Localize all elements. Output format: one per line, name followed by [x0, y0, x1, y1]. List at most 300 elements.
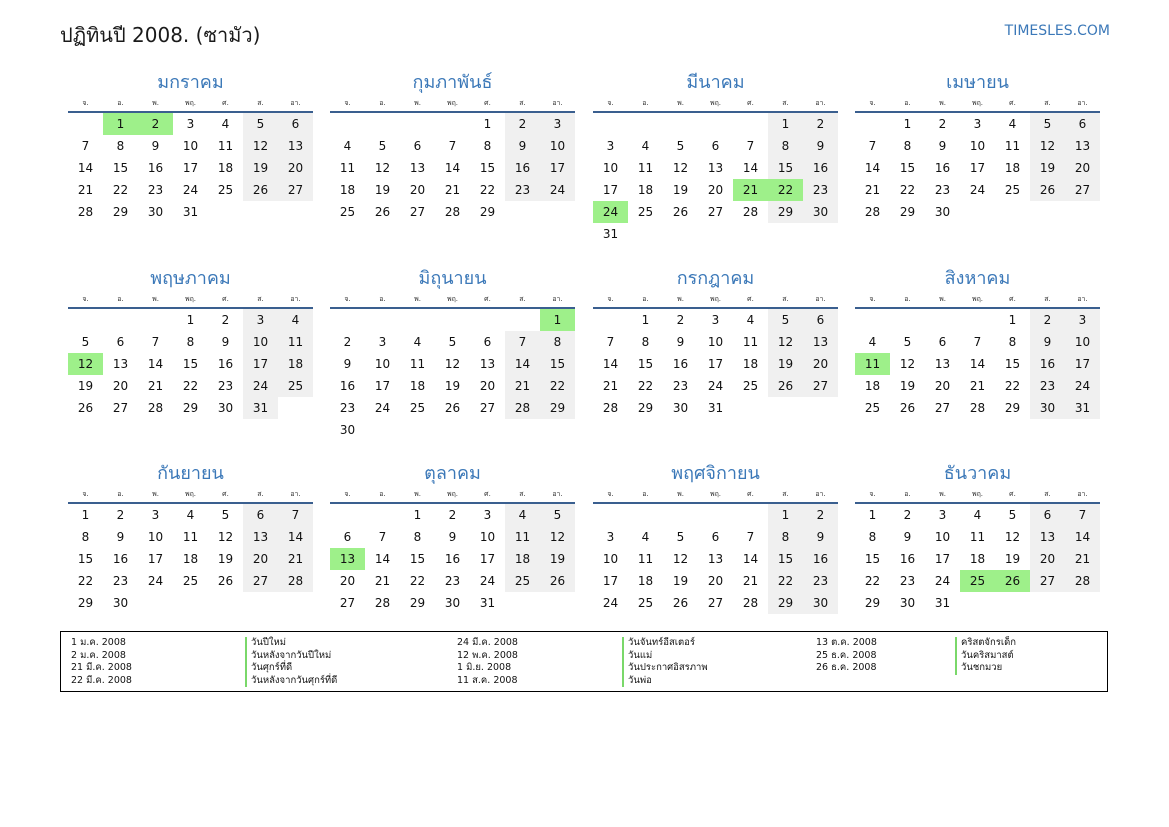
day-cell: 11: [217, 139, 234, 153]
day-cell: 8: [768, 135, 803, 157]
weekday-header: [855, 96, 1100, 113]
day-cell: 5: [81, 335, 90, 349]
month-block: [68, 266, 313, 419]
empty-cell: [733, 504, 768, 526]
empty-cell: [768, 223, 803, 245]
day-cell: 5: [903, 335, 912, 349]
day-cell: 13: [707, 552, 724, 566]
empty-cell: [505, 419, 540, 441]
day-cell: 10: [934, 530, 951, 544]
empty-cell: [995, 592, 1030, 614]
day-cell: 6: [711, 139, 720, 153]
day-cell: 23: [217, 379, 234, 393]
day-cell: 20: [707, 574, 724, 588]
day-cell: 29: [112, 205, 129, 219]
weekday-label: อา.: [815, 295, 826, 303]
day-cell: 26: [540, 570, 575, 592]
day-cell: 15: [1004, 357, 1021, 371]
day-cell: 19: [540, 548, 575, 570]
holiday-date: 2 ม.ค. 2008: [71, 649, 126, 661]
empty-cell: [733, 397, 768, 419]
day-cell: 12: [1004, 530, 1021, 544]
day-cell: 13: [112, 357, 129, 371]
day-cell: 29: [479, 205, 496, 219]
weekday-label: จ.: [82, 99, 89, 107]
day-cell: 2: [505, 113, 540, 135]
day-cell: 24: [1065, 375, 1100, 397]
day-cell: 29: [409, 596, 426, 610]
day-cell: 3: [378, 335, 387, 349]
empty-cell: [505, 309, 540, 331]
weekday-header: [855, 487, 1100, 504]
day-cell: 11: [278, 331, 313, 353]
day-cell: 28: [1065, 570, 1100, 592]
day-cell: 30: [672, 401, 689, 415]
day-cell: 12: [768, 331, 803, 353]
day-cell: 20: [243, 548, 278, 570]
day-cell: 4: [641, 139, 650, 153]
weekday-label: พฤ.: [446, 490, 459, 498]
weekday-label: อา.: [290, 99, 301, 107]
day-cell: 15: [182, 357, 199, 371]
day-cell: 6: [1030, 504, 1065, 526]
weekday-label: พ.: [152, 490, 159, 498]
month-name: ธันวาคม: [943, 463, 1012, 484]
day-cell: 27: [1065, 179, 1100, 201]
day-cell: 10: [602, 161, 619, 175]
day-cell: 26: [899, 401, 916, 415]
holiday-name-column: [955, 637, 1016, 675]
day-cell: 12: [672, 552, 689, 566]
day-cell: 9: [803, 526, 838, 548]
empty-cell: [505, 201, 540, 223]
weekday-label: อ.: [904, 99, 911, 107]
day-cell: 28: [969, 401, 986, 415]
day-cell: 13: [278, 135, 313, 157]
day-cell: 20: [479, 379, 496, 393]
day-cell: 20: [112, 379, 129, 393]
month-name: พฤศจิกายน: [671, 463, 760, 484]
day-cell: 2: [803, 504, 838, 526]
day-cell: 29: [1004, 401, 1021, 415]
empty-cell: [733, 113, 768, 135]
day-cell: 29: [768, 592, 803, 614]
day-cell: 25: [339, 205, 356, 219]
day-cell: 10: [374, 357, 391, 371]
empty-cell: [470, 419, 505, 441]
page-title: ปฏิทินปี 2008. (ซามัว): [60, 23, 261, 47]
day-cell: 27: [278, 179, 313, 201]
holiday-day-cell: 13: [330, 548, 365, 570]
holiday-date: 25 ธ.ค. 2008: [816, 649, 877, 661]
weekday-label: อ.: [904, 295, 911, 303]
day-cell: 25: [637, 205, 654, 219]
weekday-label: ศ.: [484, 295, 491, 303]
day-cell: 11: [339, 161, 356, 175]
day-cell: 25: [182, 574, 199, 588]
day-cell: 11: [637, 552, 654, 566]
empty-cell: [1065, 592, 1100, 614]
weekday-label: ศ.: [484, 99, 491, 107]
weekday-label: จ.: [82, 490, 89, 498]
day-cell: 25: [864, 401, 881, 415]
day-cell: 26: [768, 375, 803, 397]
empty-cell: [330, 113, 365, 135]
empty-cell: [1030, 592, 1065, 614]
weekday-label: ศ.: [747, 99, 754, 107]
day-cell: 18: [1004, 161, 1021, 175]
day-cell: 10: [243, 331, 278, 353]
weekday-label: พ.: [152, 99, 159, 107]
weekday-label: พ.: [414, 490, 421, 498]
day-cell: 17: [540, 157, 575, 179]
day-cell: 3: [1065, 309, 1100, 331]
day-cell: 30: [339, 423, 356, 437]
day-cell: 25: [409, 401, 426, 415]
weekday-label: จ.: [869, 99, 876, 107]
empty-cell: [243, 592, 278, 614]
empty-cell: [138, 309, 173, 331]
day-cell: 19: [217, 552, 234, 566]
day-cell: 30: [803, 592, 838, 614]
day-cell: 25: [742, 379, 759, 393]
day-cell: 21: [444, 183, 461, 197]
day-cell: 8: [483, 139, 492, 153]
day-cell: 30: [444, 596, 461, 610]
day-cell: 6: [1065, 113, 1100, 135]
day-cell: 22: [409, 574, 426, 588]
day-cell: 31: [479, 596, 496, 610]
day-cell: 18: [864, 379, 881, 393]
month-name: สิงหาคม: [944, 268, 1011, 289]
day-cell: 16: [672, 357, 689, 371]
holiday-date-column: [71, 637, 132, 687]
day-cell: 21: [77, 183, 94, 197]
day-cell: 8: [1008, 335, 1017, 349]
month-block: [855, 461, 1100, 614]
empty-cell: [365, 504, 400, 526]
month-block: [330, 461, 575, 614]
day-cell: 24: [707, 379, 724, 393]
day-cell: 10: [969, 139, 986, 153]
day-cell: 26: [672, 205, 689, 219]
day-cell: 26: [374, 205, 391, 219]
day-cell: 18: [505, 548, 540, 570]
day-cell: 7: [448, 139, 457, 153]
empty-cell: [733, 223, 768, 245]
empty-cell: [698, 504, 733, 526]
weekday-label: ส.: [519, 490, 526, 498]
empty-cell: [855, 309, 890, 331]
day-cell: 1: [413, 508, 422, 522]
weekday-label: พ.: [677, 490, 684, 498]
empty-cell: [208, 592, 243, 614]
day-cell: 10: [479, 530, 496, 544]
day-cell: 18: [637, 183, 654, 197]
month-block: [593, 70, 838, 245]
day-cell: 24: [540, 179, 575, 201]
day-cell: 30: [112, 596, 129, 610]
empty-cell: [803, 397, 838, 419]
day-cell: 16: [217, 357, 234, 371]
weekday-label: พ.: [939, 490, 946, 498]
empty-cell: [960, 592, 995, 614]
day-cell: 2: [803, 113, 838, 135]
site-link[interactable]: TIMESLES.COM: [1004, 23, 1110, 39]
weekday-label: อ.: [117, 295, 124, 303]
day-cell: 5: [676, 139, 685, 153]
holiday-name: วันหลังจากวันศุกร์ที่ดี: [245, 675, 337, 688]
day-cell: 16: [899, 552, 916, 566]
day-cell: 17: [147, 552, 164, 566]
day-cell: 27: [1030, 570, 1065, 592]
day-cell: 5: [221, 508, 230, 522]
empty-cell: [593, 504, 628, 526]
weekday-label: ศ.: [747, 490, 754, 498]
weekday-header: [330, 292, 575, 309]
weekday-label: อ.: [117, 99, 124, 107]
weekday-label: พฤ.: [184, 490, 197, 498]
day-cell: 19: [672, 183, 689, 197]
empty-cell: [365, 419, 400, 441]
day-cell: 1: [768, 113, 803, 135]
day-cell: 24: [374, 401, 391, 415]
day-cell: 23: [339, 401, 356, 415]
day-cell: 12: [672, 161, 689, 175]
day-cell: 4: [868, 335, 877, 349]
weekday-header: [68, 292, 313, 309]
weekday-label: อ.: [642, 490, 649, 498]
day-cell: 5: [1030, 113, 1065, 135]
weekday-header: [68, 96, 313, 113]
day-cell: 1: [1008, 313, 1017, 327]
day-cell: 2: [938, 117, 947, 131]
weekday-label: พฤ.: [709, 99, 722, 107]
day-cell: 20: [278, 157, 313, 179]
day-cell: 27: [707, 205, 724, 219]
holiday-day-cell: 25: [960, 570, 995, 592]
holiday-name: วันพ่อ: [622, 675, 708, 688]
weekday-label: พ.: [939, 99, 946, 107]
day-cell: 12: [444, 357, 461, 371]
day-cell: 9: [938, 139, 947, 153]
weekday-label: พ.: [414, 295, 421, 303]
day-cell: 31: [182, 205, 199, 219]
empty-cell: [593, 309, 628, 331]
weekday-label: จ.: [869, 295, 876, 303]
holiday-name: วันแม่: [622, 650, 708, 663]
empty-cell: [540, 201, 575, 223]
weekday-label: ส.: [1044, 99, 1051, 107]
weekday-header: [593, 292, 838, 309]
day-grid: [593, 309, 838, 419]
day-cell: 18: [742, 357, 759, 371]
empty-cell: [208, 201, 243, 223]
day-cell: 7: [606, 335, 615, 349]
holiday-date-column: [457, 637, 518, 687]
day-cell: 26: [444, 401, 461, 415]
day-cell: 2: [903, 508, 912, 522]
day-cell: 17: [602, 183, 619, 197]
day-cell: 25: [637, 596, 654, 610]
day-cell: 13: [479, 357, 496, 371]
holiday-day-cell: 21: [733, 179, 768, 201]
day-cell: 9: [1030, 331, 1065, 353]
day-cell: 1: [641, 313, 650, 327]
weekday-label: จ.: [82, 295, 89, 303]
day-cell: 6: [343, 530, 352, 544]
weekday-label: จ.: [607, 295, 614, 303]
day-cell: 17: [479, 552, 496, 566]
month-name: มกราคม: [157, 72, 224, 93]
day-cell: 4: [186, 508, 195, 522]
weekday-label: พ.: [414, 99, 421, 107]
day-cell: 22: [768, 570, 803, 592]
month-name: กันยายน: [157, 463, 224, 484]
empty-cell: [995, 201, 1030, 223]
day-cell: 6: [483, 335, 492, 349]
day-cell: 19: [243, 157, 278, 179]
day-cell: 18: [637, 574, 654, 588]
day-cell: 14: [602, 357, 619, 371]
day-cell: 19: [1004, 552, 1021, 566]
day-cell: 24: [479, 574, 496, 588]
empty-cell: [540, 592, 575, 614]
day-cell: 21: [969, 379, 986, 393]
day-cell: 11: [637, 161, 654, 175]
day-cell: 30: [899, 596, 916, 610]
day-cell: 12: [1030, 135, 1065, 157]
day-cell: 22: [77, 574, 94, 588]
weekday-label: ศ.: [222, 490, 229, 498]
day-cell: 15: [409, 552, 426, 566]
day-cell: 11: [1004, 139, 1021, 153]
day-cell: 23: [147, 183, 164, 197]
day-cell: 22: [112, 183, 129, 197]
weekday-label: ศ.: [1009, 99, 1016, 107]
day-cell: 17: [969, 161, 986, 175]
day-cell: 29: [637, 401, 654, 415]
empty-cell: [698, 113, 733, 135]
day-grid: [68, 113, 313, 223]
day-cell: 7: [1065, 504, 1100, 526]
day-cell: 4: [505, 504, 540, 526]
day-cell: 3: [711, 313, 720, 327]
day-cell: 27: [243, 570, 278, 592]
day-cell: 20: [409, 183, 426, 197]
empty-cell: [803, 223, 838, 245]
day-cell: 16: [803, 548, 838, 570]
holiday-date: 13 ต.ค. 2008: [816, 637, 877, 648]
weekday-header: [330, 487, 575, 504]
day-cell: 17: [1065, 353, 1100, 375]
weekday-header: [593, 487, 838, 504]
day-cell: 11: [182, 530, 199, 544]
day-cell: 29: [864, 596, 881, 610]
weekday-label: พฤ.: [971, 490, 984, 498]
day-cell: 14: [147, 357, 164, 371]
day-cell: 6: [278, 113, 313, 135]
weekday-header: [855, 292, 1100, 309]
weekday-label: พฤ.: [446, 99, 459, 107]
day-cell: 13: [1030, 526, 1065, 548]
day-cell: 5: [768, 309, 803, 331]
day-cell: 9: [448, 530, 457, 544]
day-cell: 22: [864, 574, 881, 588]
day-cell: 16: [1030, 353, 1065, 375]
day-cell: 7: [278, 504, 313, 526]
day-cell: 26: [243, 179, 278, 201]
month-block: [330, 266, 575, 441]
day-cell: 9: [803, 135, 838, 157]
day-cell: 21: [864, 183, 881, 197]
weekday-label: อา.: [1077, 490, 1088, 498]
day-cell: 22: [540, 375, 575, 397]
day-cell: 1: [903, 117, 912, 131]
day-grid: [330, 113, 575, 223]
day-cell: 24: [934, 574, 951, 588]
day-cell: 25: [217, 183, 234, 197]
day-cell: 15: [77, 552, 94, 566]
day-cell: 28: [742, 596, 759, 610]
weekday-label: ส.: [519, 295, 526, 303]
holiday-date: 24 มี.ค. 2008: [457, 637, 518, 648]
day-cell: 9: [903, 530, 912, 544]
day-cell: 30: [147, 205, 164, 219]
day-cell: 7: [973, 335, 982, 349]
holiday-name: วันศุกร์ที่ดี: [245, 662, 337, 675]
day-cell: 17: [182, 161, 199, 175]
day-cell: 31: [1065, 397, 1100, 419]
day-cell: 19: [672, 574, 689, 588]
day-cell: 7: [868, 139, 877, 153]
day-cell: 9: [221, 335, 230, 349]
empty-cell: [365, 113, 400, 135]
day-cell: 28: [278, 570, 313, 592]
day-cell: 8: [116, 139, 125, 153]
day-cell: 11: [505, 526, 540, 548]
day-cell: 27: [707, 596, 724, 610]
empty-cell: [925, 309, 960, 331]
empty-cell: [400, 419, 435, 441]
weekday-header: [330, 96, 575, 113]
day-cell: 14: [864, 161, 881, 175]
empty-cell: [1065, 201, 1100, 223]
weekday-label: ส.: [782, 99, 789, 107]
day-cell: 30: [1030, 397, 1065, 419]
day-cell: 1: [483, 117, 492, 131]
day-cell: 15: [479, 161, 496, 175]
day-cell: 4: [746, 313, 755, 327]
day-cell: 29: [540, 397, 575, 419]
day-cell: 10: [1065, 331, 1100, 353]
day-cell: 3: [606, 530, 615, 544]
day-cell: 12: [243, 135, 278, 157]
day-cell: 16: [147, 161, 164, 175]
day-cell: 19: [77, 379, 94, 393]
weekday-label: อ.: [117, 490, 124, 498]
weekday-label: อา.: [552, 490, 563, 498]
empty-cell: [663, 223, 698, 245]
day-cell: 28: [77, 205, 94, 219]
empty-cell: [628, 223, 663, 245]
day-cell: 16: [112, 552, 129, 566]
day-cell: 20: [934, 379, 951, 393]
day-cell: 4: [221, 117, 230, 131]
weekday-label: จ.: [344, 490, 351, 498]
day-cell: 5: [448, 335, 457, 349]
day-cell: 3: [186, 117, 195, 131]
